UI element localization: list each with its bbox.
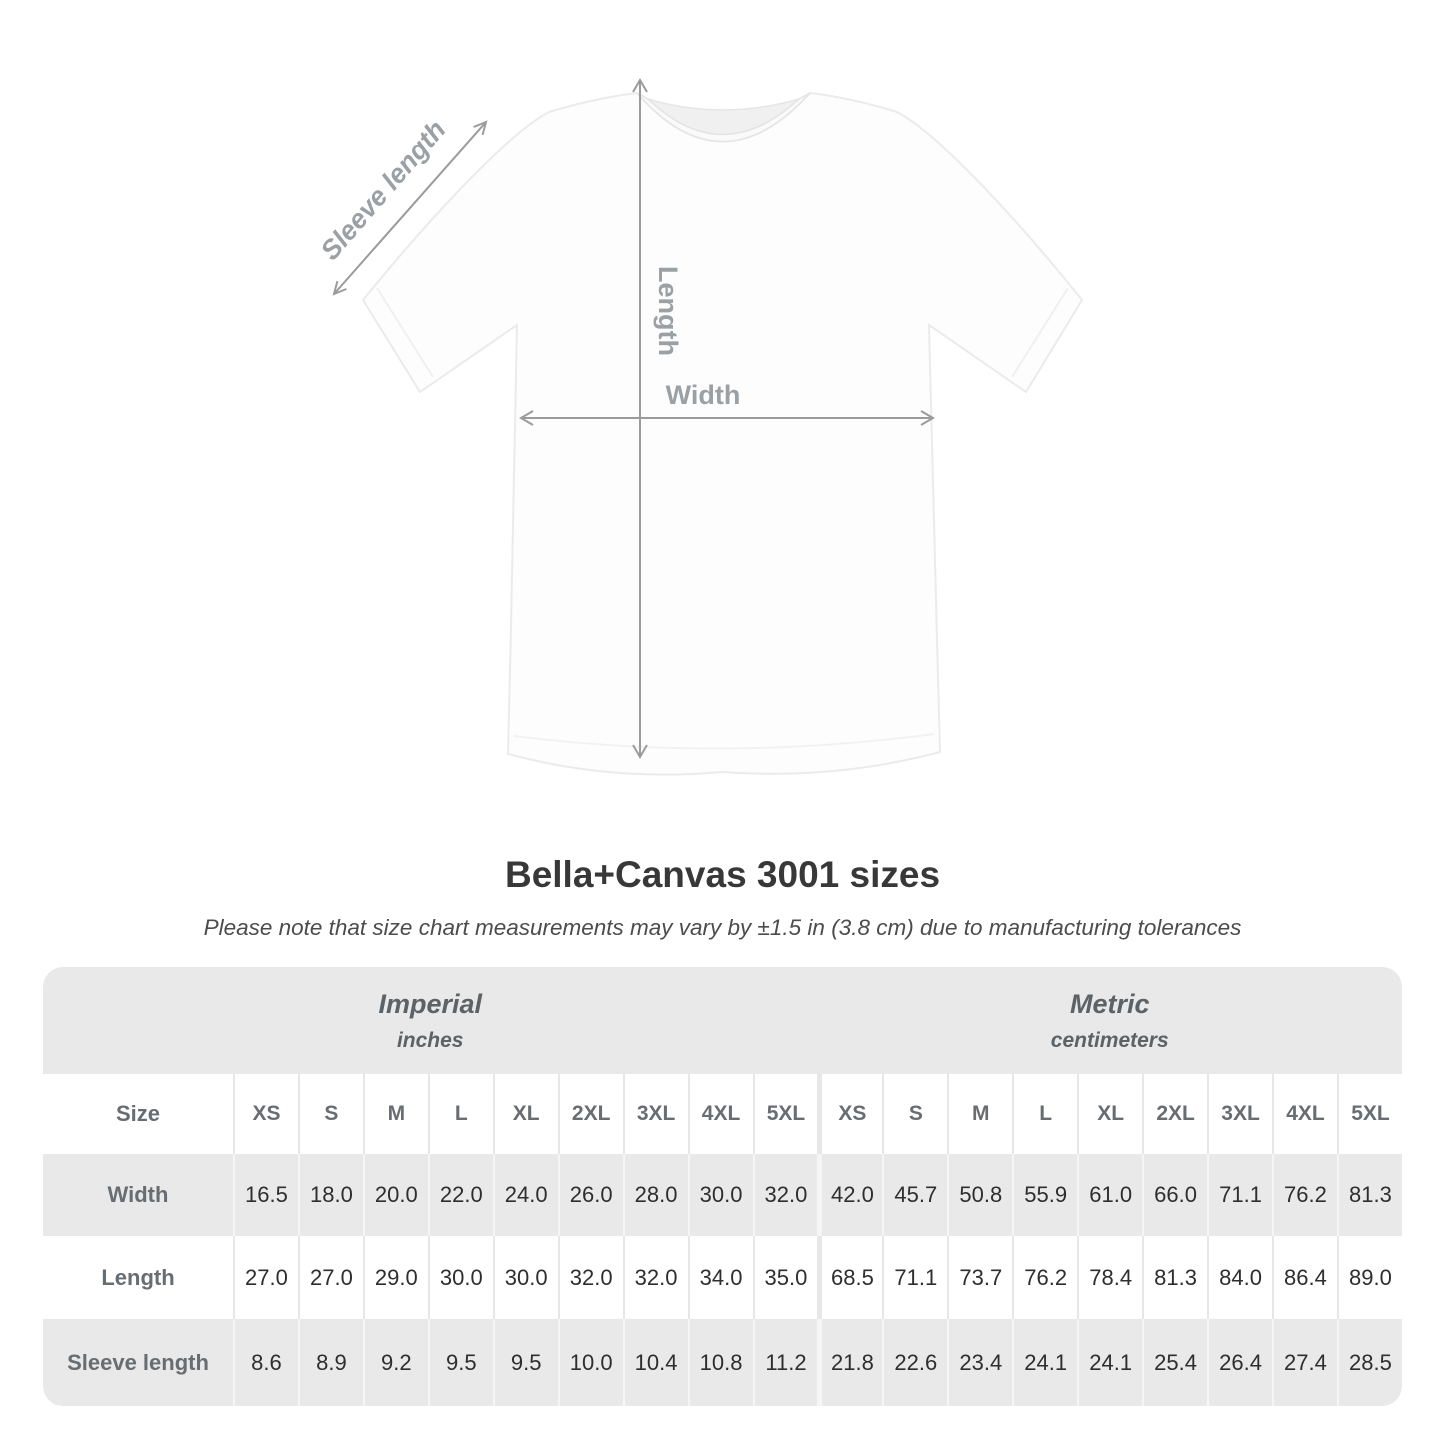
measurement-value: 28.5 bbox=[1337, 1319, 1402, 1406]
measurement-value: 34.0 bbox=[688, 1236, 753, 1319]
measurement-value: 28.0 bbox=[623, 1154, 688, 1236]
imperial-section-header bbox=[43, 967, 817, 1074]
measurement-value: 32.0 bbox=[558, 1236, 623, 1319]
width-label: Width bbox=[665, 380, 741, 410]
metric-section-header bbox=[817, 967, 1402, 1074]
measurement-value: 76.2 bbox=[1012, 1236, 1077, 1319]
sleeve-length-label: Sleeve length bbox=[314, 114, 452, 266]
measurement-value: 16.5 bbox=[233, 1154, 298, 1236]
size-header-row bbox=[43, 1074, 1402, 1154]
imperial-unit: inches bbox=[396, 1028, 464, 1052]
measurement-value: 78.4 bbox=[1077, 1236, 1142, 1319]
measurement-value: 9.2 bbox=[363, 1319, 428, 1406]
measurement-value: 50.8 bbox=[947, 1154, 1012, 1236]
measurement-value: 8.9 bbox=[298, 1319, 363, 1406]
measurement-value: 45.7 bbox=[882, 1154, 947, 1236]
measurement-value: 71.1 bbox=[1207, 1154, 1272, 1236]
measurement-value: 81.3 bbox=[1142, 1236, 1207, 1319]
measurement-value: 35.0 bbox=[753, 1236, 818, 1319]
measurement-value: 66.0 bbox=[1142, 1154, 1207, 1236]
measurement-value: 81.3 bbox=[1337, 1154, 1402, 1236]
size-col-header: S bbox=[298, 1074, 363, 1154]
measurement-value: 71.1 bbox=[882, 1236, 947, 1319]
measurement-value: 9.5 bbox=[493, 1319, 558, 1406]
measurement-value: 9.5 bbox=[428, 1319, 493, 1406]
measurement-value: 24.1 bbox=[1012, 1319, 1077, 1406]
measurement-value: 32.0 bbox=[753, 1154, 818, 1236]
measurement-value: 30.0 bbox=[688, 1154, 753, 1236]
measurement-value: 25.4 bbox=[1142, 1319, 1207, 1406]
page-title: Bella+Canvas 3001 sizes bbox=[504, 854, 941, 895]
size-col-header: 3XL bbox=[1207, 1074, 1272, 1154]
size-col-header: 4XL bbox=[1272, 1074, 1337, 1154]
length-row bbox=[43, 1236, 1402, 1319]
measurement-value: 73.7 bbox=[947, 1236, 1012, 1319]
measurement-value: 21.8 bbox=[817, 1319, 882, 1406]
measurement-value: 84.0 bbox=[1207, 1236, 1272, 1319]
measurement-value: 76.2 bbox=[1272, 1154, 1337, 1236]
measurement-value: 32.0 bbox=[623, 1236, 688, 1319]
measurement-value: 26.0 bbox=[558, 1154, 623, 1236]
measurement-value: 8.6 bbox=[233, 1319, 298, 1406]
measurement-value: 24.0 bbox=[493, 1154, 558, 1236]
measurement-value: 55.9 bbox=[1012, 1154, 1077, 1236]
size-table bbox=[43, 967, 1402, 1406]
size-col-header: L bbox=[428, 1074, 493, 1154]
size-col-header: 2XL bbox=[1142, 1074, 1207, 1154]
measurement-value: 30.0 bbox=[428, 1236, 493, 1319]
size-col-header: XS bbox=[233, 1074, 298, 1154]
measurement-value: 26.4 bbox=[1207, 1319, 1272, 1406]
width-row bbox=[43, 1154, 1402, 1236]
size-col-header: XS bbox=[817, 1074, 882, 1154]
size-col-header: XL bbox=[493, 1074, 558, 1154]
metric-unit: centimeters bbox=[1050, 1028, 1169, 1052]
metric-title: Metric bbox=[1069, 988, 1150, 1019]
measurement-value: 86.4 bbox=[1272, 1236, 1337, 1319]
measurement-value: 22.0 bbox=[428, 1154, 493, 1236]
size-col-header: 2XL bbox=[558, 1074, 623, 1154]
measurement-value: 29.0 bbox=[363, 1236, 428, 1319]
size-col-header: L bbox=[1012, 1074, 1077, 1154]
measurement-value: 22.6 bbox=[882, 1319, 947, 1406]
measurement-value: 10.4 bbox=[623, 1319, 688, 1406]
measurement-value: 42.0 bbox=[817, 1154, 882, 1236]
size-col-header: 4XL bbox=[688, 1074, 753, 1154]
size-row-label: Size bbox=[115, 1101, 161, 1126]
measurement-row-label: Length bbox=[101, 1264, 175, 1290]
measurement-value: 18.0 bbox=[298, 1154, 363, 1236]
measurement-value: 10.0 bbox=[558, 1319, 623, 1406]
length-label: Length bbox=[653, 266, 683, 356]
imperial-title: Imperial bbox=[378, 988, 482, 1019]
measurement-value: 89.0 bbox=[1337, 1236, 1402, 1319]
measurement-value: 68.5 bbox=[817, 1236, 882, 1319]
size-col-header: 3XL bbox=[623, 1074, 688, 1154]
measurement-value: 30.0 bbox=[493, 1236, 558, 1319]
size-table-grid bbox=[43, 967, 1402, 1406]
measurement-value: 20.0 bbox=[363, 1154, 428, 1236]
measurement-value: 61.0 bbox=[1077, 1154, 1142, 1236]
tolerance-note: Please note that size chart measurements may vary by ±1.5 in (3.8 cm) due to manufacturing tolerances bbox=[203, 915, 1242, 940]
size-col-header: 5XL bbox=[1337, 1074, 1402, 1154]
measurement-value: 27.4 bbox=[1272, 1319, 1337, 1406]
measurement-value: 23.4 bbox=[947, 1319, 1012, 1406]
size-col-header: M bbox=[363, 1074, 428, 1154]
size-col-header: 5XL bbox=[753, 1074, 818, 1154]
measurement-value: 27.0 bbox=[233, 1236, 298, 1319]
size-col-header: XL bbox=[1077, 1074, 1142, 1154]
unit-band-row bbox=[43, 967, 1402, 1074]
measurement-value: 24.1 bbox=[1077, 1319, 1142, 1406]
measurement-row-label: Sleeve length bbox=[67, 1349, 209, 1375]
measurement-value: 27.0 bbox=[298, 1236, 363, 1319]
size-col-header: M bbox=[947, 1074, 1012, 1154]
measurement-row-label: Width bbox=[107, 1182, 169, 1207]
tshirt-body bbox=[363, 93, 1082, 775]
measurement-value: 10.8 bbox=[688, 1319, 753, 1406]
measurement-value: 11.2 bbox=[753, 1319, 818, 1406]
size-col-header: S bbox=[882, 1074, 947, 1154]
sleeve-length-row bbox=[43, 1319, 1402, 1406]
